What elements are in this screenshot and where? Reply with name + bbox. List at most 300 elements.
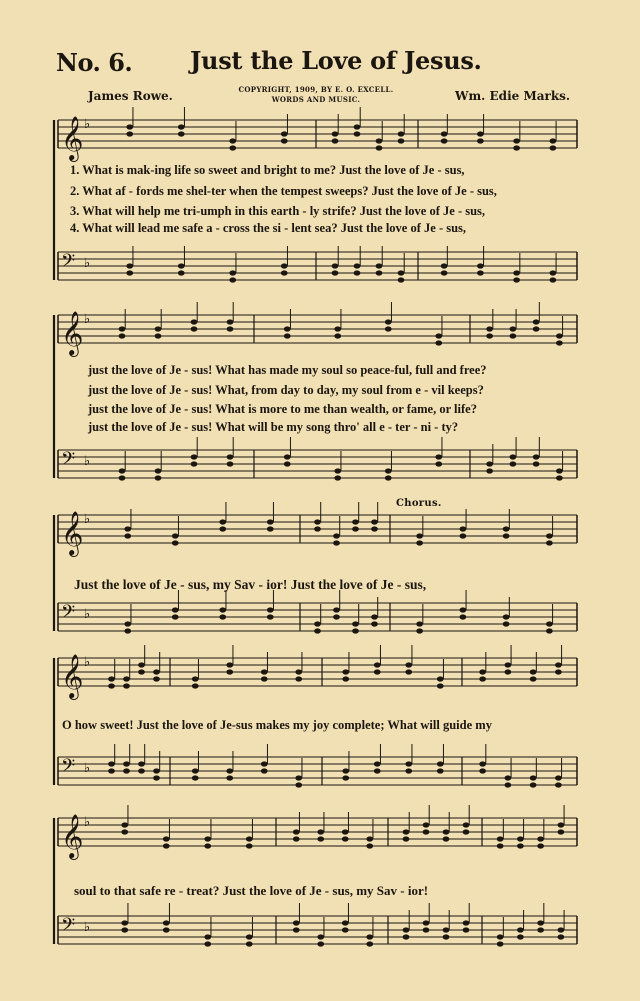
system-4-bass-note — [530, 775, 537, 780]
system-4-bass-note — [479, 761, 486, 766]
system-4-treble-note — [153, 676, 160, 681]
system-2-bass-note — [155, 475, 162, 480]
system-5-bass-note — [557, 927, 564, 932]
system-1-bass-note — [549, 270, 556, 275]
system-2-treble-note — [509, 326, 516, 331]
system-4-treble-note — [138, 669, 145, 674]
system-3-treble-note — [124, 526, 131, 531]
system-4-bass-note — [123, 768, 130, 773]
system-1-treble-note — [332, 138, 339, 143]
system-1-bass-note — [398, 270, 405, 275]
system-4-bass-note — [261, 768, 268, 773]
system-5-bass-note — [443, 927, 450, 932]
system-3-treble-note — [371, 526, 378, 531]
system-5-bass-note — [293, 920, 300, 925]
system-4-treble-note — [192, 683, 199, 688]
system-5-treble-note — [423, 822, 430, 827]
system-3-treble-treble-clef: 𝄞 — [61, 511, 84, 555]
system-2-bass-note — [334, 468, 341, 473]
system-1-bass-note — [354, 270, 361, 275]
system-2-bass-note — [119, 468, 126, 473]
system-1-treble-note — [354, 131, 361, 136]
system-3-treble-note — [459, 533, 466, 538]
system-5-bass-note — [342, 927, 349, 932]
system-2-bass-note — [533, 454, 540, 459]
system-2-bass-bass-clef: 𝄢 — [61, 449, 76, 474]
system-4-bass-note — [192, 775, 199, 780]
system-5-treble-note — [443, 836, 450, 841]
system-3-bass-note — [503, 621, 510, 626]
system-3-bass-note — [219, 614, 226, 619]
system-5-bass-note — [557, 934, 564, 939]
system-1-bass-note — [332, 263, 339, 268]
system-3-bass-note — [546, 621, 553, 626]
system-5-bass-note — [317, 934, 324, 939]
system-3-treble-note — [314, 519, 321, 524]
system-1-bass-note — [441, 270, 448, 275]
system-5-treble-note — [317, 836, 324, 841]
system-4-bass-note — [138, 768, 145, 773]
system-5-treble-note — [497, 836, 504, 841]
system-4-treble-note — [555, 662, 562, 667]
system-2-bass-note — [435, 454, 442, 459]
system-5-bass-note — [403, 934, 410, 939]
system-3-bass-note — [219, 607, 226, 612]
system-1-bass-note — [281, 270, 288, 275]
verse-3-line-2: just the love of Je - sus! What is more to me than wealth, or fame, or life? — [88, 402, 477, 416]
system-5-bass-bass-clef: 𝄢 — [61, 915, 76, 940]
system-3-bass-note — [172, 614, 179, 619]
system-5-treble-note — [293, 829, 300, 834]
system-4-treble-note — [405, 669, 412, 674]
system-5-treble-note — [317, 829, 324, 834]
system-3-treble-note — [314, 526, 321, 531]
system-1-bass-key-flat: ♭ — [84, 256, 91, 271]
system-5-treble-note — [463, 829, 470, 834]
system-2-treble-note — [155, 326, 162, 331]
system-4-bass-note — [295, 782, 302, 787]
copyright-line-1: COPYRIGHT, 1909, BY E. O. EXCELL. — [238, 85, 394, 94]
system-4-treble-note — [138, 662, 145, 667]
chorus-line-1: Just the love of Je - sus, my Sav - ior! Just the love of Je - sus, — [74, 577, 427, 592]
system-2-bass-key-flat: ♭ — [84, 454, 91, 469]
system-2-bass-note — [486, 461, 493, 466]
system-4-treble-note — [226, 662, 233, 667]
system-3-treble-note — [333, 533, 340, 538]
system-5-bass-note — [204, 941, 211, 946]
system-2-bass-note — [435, 461, 442, 466]
system-1-bass-note — [513, 270, 520, 275]
system-5-bass-note — [163, 927, 170, 932]
system-5-treble-note — [423, 829, 430, 834]
system-5-treble-note — [246, 836, 253, 841]
system-1-bass-note — [281, 263, 288, 268]
system-3-bass-key-flat: ♭ — [84, 607, 91, 622]
system-4-bass-note — [555, 782, 562, 787]
system-5-bass-note — [517, 934, 524, 939]
system-5-bass-note — [537, 927, 544, 932]
system-5-bass-note — [517, 927, 524, 932]
system-2-bass-note — [385, 468, 392, 473]
system-3-bass-note — [267, 614, 274, 619]
system-5-treble-key-flat: ♭ — [84, 815, 91, 830]
system-3-bass-note — [124, 621, 131, 626]
system-1-bass-note — [178, 263, 185, 268]
system-3-treble-note — [267, 526, 274, 531]
system-5-bass-note — [423, 920, 430, 925]
system-4-treble-note — [437, 683, 444, 688]
system-3-bass-note — [333, 614, 340, 619]
system-5-bass-note — [423, 927, 430, 932]
system-3-bass-note — [459, 607, 466, 612]
system-4-treble-note — [295, 669, 302, 674]
system-4-bass-note — [226, 775, 233, 780]
system-4-bass-note — [153, 768, 160, 773]
system-1-bass-bass-clef: 𝄢 — [61, 251, 76, 276]
system-1-treble-note — [178, 124, 185, 129]
system-2-bass-note — [533, 461, 540, 466]
system-1-treble-note — [441, 131, 448, 136]
system-2-bass-note — [284, 461, 291, 466]
system-4-treble-note — [192, 676, 199, 681]
lyricist: James Rowe. — [88, 89, 173, 103]
system-3-treble-note — [333, 540, 340, 545]
system-5-treble-note — [537, 843, 544, 848]
system-4-bass-note — [153, 775, 160, 780]
system-2-bass-note — [227, 461, 234, 466]
system-1-bass-note — [441, 263, 448, 268]
system-2-bass-note — [509, 461, 516, 466]
system-5-treble-note — [366, 836, 373, 841]
system-3-bass-note — [333, 607, 340, 612]
system-4-treble-note — [261, 676, 268, 681]
system-1-treble-note — [126, 124, 133, 129]
system-5-treble-note — [204, 843, 211, 848]
system-4-bass-note — [437, 761, 444, 766]
system-3-treble-note — [219, 526, 226, 531]
system-5-treble-note — [517, 843, 524, 848]
system-1-treble-note — [126, 131, 133, 136]
system-5-bass-note — [537, 920, 544, 925]
system-1-treble-note — [229, 138, 236, 143]
system-4-bass-note — [437, 768, 444, 773]
system-2-treble-note — [556, 333, 563, 338]
system-4-treble-note — [479, 676, 486, 681]
system-2-treble-note — [119, 333, 126, 338]
system-3-treble-note — [503, 526, 510, 531]
system-4-bass-note — [405, 761, 412, 766]
system-2-treble-note — [334, 333, 341, 338]
system-3-treble-note — [546, 540, 553, 545]
system-3-treble-note — [267, 519, 274, 524]
system-4-bass-note — [295, 775, 302, 780]
system-4-bass-note — [108, 768, 115, 773]
system-1-treble-note — [376, 145, 383, 150]
system-1-bass-note — [178, 270, 185, 275]
system-2-bass-note — [155, 468, 162, 473]
system-2-treble-note — [191, 326, 198, 331]
system-4-bass-note — [479, 768, 486, 773]
system-4-treble-note — [342, 669, 349, 674]
system-1-treble-note — [281, 131, 288, 136]
system-2-treble-note — [533, 319, 540, 324]
verse-3-line-1: 3. What will help me tri-umph in this earth - ly strife? Just the love of Je - sus, — [70, 204, 486, 218]
system-1-treble-note — [441, 138, 448, 143]
system-4-bass-note — [108, 761, 115, 766]
system-2-treble-note — [435, 340, 442, 345]
system-1-bass-note — [229, 277, 236, 282]
system-3-treble-note — [416, 540, 423, 545]
system-5-treble-note — [557, 822, 564, 827]
system-1-treble-note — [229, 145, 236, 150]
system-5-treble-note — [537, 836, 544, 841]
system-5-treble-note — [497, 843, 504, 848]
system-4-treble-note — [123, 676, 130, 681]
system-1-bass-note — [229, 270, 236, 275]
system-3-bass-note — [352, 628, 359, 633]
system-3-bass-note — [371, 621, 378, 626]
system-1-bass-note — [398, 277, 405, 282]
system-5-bass-note — [342, 920, 349, 925]
system-5-bass-note — [497, 941, 504, 946]
system-4-bass-bass-clef: 𝄢 — [61, 756, 76, 781]
system-1-treble-note — [477, 138, 484, 143]
system-2-bass-note — [509, 454, 516, 459]
system-1-treble-note — [354, 124, 361, 129]
system-4-treble-note — [374, 662, 381, 667]
system-5-treble-note — [443, 829, 450, 834]
system-1-treble-note — [398, 138, 405, 143]
system-3-bass-note — [172, 607, 179, 612]
system-5-treble-note — [293, 836, 300, 841]
system-2-treble-note — [284, 326, 291, 331]
system-2-bass-note — [119, 475, 126, 480]
system-3-treble-note — [459, 526, 466, 531]
system-3-treble-note — [546, 533, 553, 538]
system-5-bass-note — [497, 934, 504, 939]
system-5-bass-note — [121, 920, 128, 925]
verse-4-line-1: 4. What will lead me safe a - cross the si - lent sea? Just the love of Je - sus, — [70, 221, 467, 235]
system-4-treble-note — [504, 662, 511, 667]
system-1-bass-note — [549, 277, 556, 282]
hymn-number: No. 6. — [56, 48, 133, 77]
system-5-treble-note — [246, 843, 253, 848]
system-2-treble-note — [227, 326, 234, 331]
system-2-treble-note — [385, 319, 392, 324]
system-3-bass-note — [459, 614, 466, 619]
system-4-bass-note — [123, 761, 130, 766]
system-1-bass-note — [332, 270, 339, 275]
system-3-bass-note — [416, 628, 423, 633]
system-4-bass-key-flat: ♭ — [84, 761, 91, 776]
system-1-treble-note — [281, 138, 288, 143]
system-5-treble-note — [403, 836, 410, 841]
system-5-treble-note — [121, 829, 128, 834]
system-3-bass-note — [503, 614, 510, 619]
system-3-treble-note — [371, 519, 378, 524]
system-3-treble-note — [172, 540, 179, 545]
system-3-bass-note — [314, 621, 321, 626]
system-3-bass-note — [546, 628, 553, 633]
system-2-treble-note — [284, 333, 291, 338]
system-4-treble-note — [437, 676, 444, 681]
system-5-bass-note — [403, 927, 410, 932]
system-4-treble-note — [261, 669, 268, 674]
composer: Wm. Edie Marks. — [455, 89, 571, 103]
system-3-treble-key-flat: ♭ — [84, 512, 91, 527]
system-2-treble-note — [435, 333, 442, 338]
system-1-treble-note — [398, 131, 405, 136]
system-5-treble-note — [517, 836, 524, 841]
system-4-bass-note — [342, 775, 349, 780]
system-4-treble-note — [108, 683, 115, 688]
system-1-treble-note — [477, 131, 484, 136]
system-5-treble-note — [557, 829, 564, 834]
system-4-bass-note — [374, 761, 381, 766]
system-2-treble-note — [486, 333, 493, 338]
system-3-bass-note — [124, 628, 131, 633]
system-1-bass-note — [477, 270, 484, 275]
system-4-treble-note — [295, 676, 302, 681]
system-5-bass-note — [463, 927, 470, 932]
system-2-bass-note — [334, 475, 341, 480]
system-5-treble-treble-clef: 𝄞 — [61, 814, 84, 858]
system-4-bass-note — [192, 768, 199, 773]
system-1-treble-note — [513, 138, 520, 143]
system-2-treble-note — [227, 319, 234, 324]
system-5-treble-note — [463, 822, 470, 827]
system-4-bass-note — [504, 782, 511, 787]
system-5-treble-note — [403, 829, 410, 834]
system-4-treble-note — [123, 683, 130, 688]
system-3-bass-note — [314, 628, 321, 633]
system-4-bass-note — [342, 768, 349, 773]
system-2-bass-note — [486, 468, 493, 473]
chorus-label: Chorus. — [396, 498, 442, 509]
system-1-bass-note — [376, 263, 383, 268]
system-2-bass-note — [385, 475, 392, 480]
system-4-bass-note — [504, 775, 511, 780]
system-4-treble-note — [504, 669, 511, 674]
system-2-bass-note — [191, 454, 198, 459]
system-2-treble-note — [334, 326, 341, 331]
system-2-bass-note — [191, 461, 198, 466]
system-1-bass-note — [354, 263, 361, 268]
system-1-treble-key-flat: ♭ — [84, 117, 91, 132]
system-4-treble-note — [530, 676, 537, 681]
verse-2-line-1: 2. What af - fords me shel-ter when the tempest sweeps? Just the love of Je - sus, — [70, 184, 497, 198]
hymn-title: Just the Love of Jesus. — [190, 46, 482, 75]
system-4-treble-note — [226, 669, 233, 674]
copyright-line-2: WORDS AND MUSIC. — [271, 95, 361, 104]
system-4-treble-note — [108, 676, 115, 681]
system-5-bass-note — [366, 934, 373, 939]
system-5-bass-note — [246, 941, 253, 946]
system-4-treble-note — [153, 669, 160, 674]
system-4-treble-note — [405, 662, 412, 667]
system-1-treble-note — [549, 138, 556, 143]
system-1-treble-note — [549, 145, 556, 150]
system-5-bass-note — [317, 941, 324, 946]
system-5-bass-note — [204, 934, 211, 939]
system-1-treble-treble-clef: 𝄞 — [61, 116, 84, 160]
system-2-treble-note — [385, 326, 392, 331]
chorus-line-2: O how sweet! Just the love of Je-sus makes my joy complete; What will guide my — [62, 718, 492, 732]
system-5-treble-note — [366, 843, 373, 848]
system-1-bass-note — [477, 263, 484, 268]
system-1-treble-note — [332, 131, 339, 136]
system-4-treble-note — [479, 669, 486, 674]
verse-1-line-2: just the love of Je - sus! What has made my soul so peace-ful, full and free? — [88, 363, 487, 377]
system-1-bass-note — [126, 263, 133, 268]
system-2-bass-note — [556, 475, 563, 480]
system-4-treble-note — [374, 669, 381, 674]
system-3-treble-note — [172, 533, 179, 538]
verse-4-line-2: just the love of Je - sus! What will be my song thro' all e - ter - ni - ty? — [88, 420, 459, 434]
system-5-bass-note — [463, 920, 470, 925]
system-3-treble-note — [503, 533, 510, 538]
system-2-bass-note — [227, 454, 234, 459]
system-4-treble-note — [555, 669, 562, 674]
system-3-treble-note — [219, 519, 226, 524]
system-2-treble-note — [486, 326, 493, 331]
system-4-bass-note — [530, 782, 537, 787]
system-5-treble-note — [163, 836, 170, 841]
system-1-bass-note — [376, 270, 383, 275]
system-2-treble-note — [533, 326, 540, 331]
system-2-bass-note — [284, 454, 291, 459]
system-3-bass-note — [371, 614, 378, 619]
system-5-treble-note — [342, 829, 349, 834]
system-5-bass-note — [366, 941, 373, 946]
system-3-bass-note — [267, 607, 274, 612]
system-2-treble-note — [119, 326, 126, 331]
system-3-treble-note — [352, 519, 359, 524]
system-1-treble-note — [513, 145, 520, 150]
system-3-treble-note — [416, 533, 423, 538]
system-1-bass-note — [513, 277, 520, 282]
system-1-treble-note — [376, 138, 383, 143]
system-2-treble-note — [191, 319, 198, 324]
system-5-bass-key-flat: ♭ — [84, 920, 91, 935]
system-4-bass-note — [226, 768, 233, 773]
system-4-treble-treble-clef: 𝄞 — [61, 654, 84, 698]
system-2-bass-note — [556, 468, 563, 473]
system-3-treble-note — [352, 526, 359, 531]
system-4-bass-note — [374, 768, 381, 773]
system-1-bass-note — [126, 270, 133, 275]
system-4-bass-note — [261, 761, 268, 766]
system-5-bass-note — [293, 927, 300, 932]
chorus-line-3: soul to that safe re - treat? Just the love of Je - sus, my Sav - ior! — [74, 883, 429, 898]
system-2-treble-note — [556, 340, 563, 345]
system-5-treble-note — [121, 822, 128, 827]
system-4-treble-note — [530, 669, 537, 674]
system-4-treble-note — [342, 676, 349, 681]
system-1-treble-note — [178, 131, 185, 136]
system-5-bass-note — [443, 934, 450, 939]
system-5-treble-note — [342, 836, 349, 841]
system-3-bass-note — [352, 621, 359, 626]
system-2-treble-key-flat: ♭ — [84, 312, 91, 327]
system-2-treble-note — [155, 333, 162, 338]
verse-1-line-1: 1. What is mak-ing life so sweet and bright to me? Just the love of Je - sus, — [70, 163, 465, 177]
system-5-treble-note — [204, 836, 211, 841]
system-4-bass-note — [405, 768, 412, 773]
system-5-bass-note — [163, 920, 170, 925]
system-5-treble-note — [163, 843, 170, 848]
verse-2-line-2: just the love of Je - sus! What, from day to day, my soul from e - vil keeps? — [88, 383, 484, 397]
